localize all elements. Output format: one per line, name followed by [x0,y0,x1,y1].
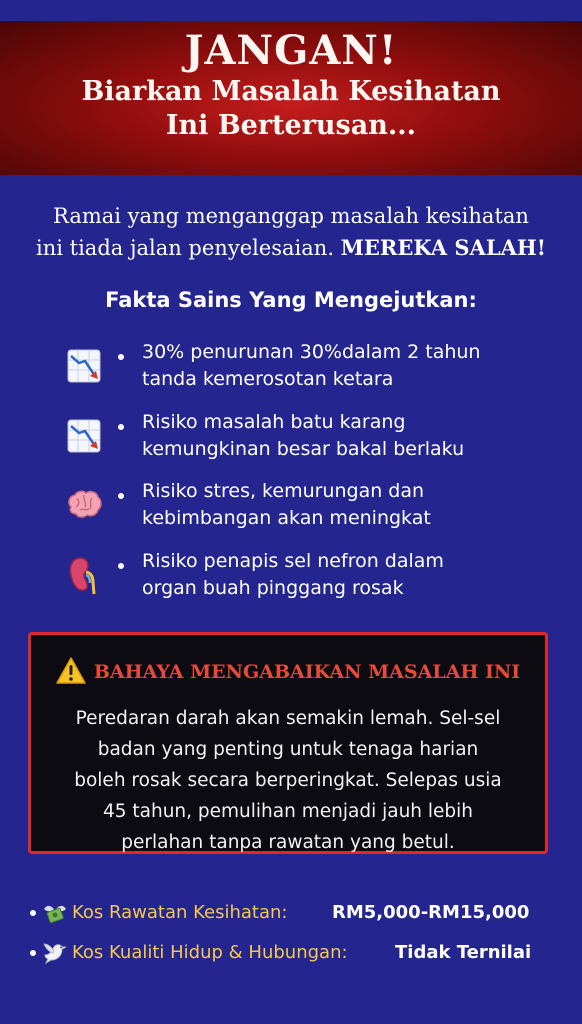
fact-line1: 30% penurunan 30%dalam 2 tahun [142,341,481,363]
fact-line1: Risiko stres, kemurungan dan [142,480,425,502]
bullet [30,950,36,956]
kidney-icon [62,553,106,597]
fact-line2: kemungkinan besar bakal berlaku [142,438,465,460]
fact-line2: kebimbangan akan meningkat [142,507,431,529]
fact-item [62,411,562,474]
bullet [118,493,124,499]
intro-text [20,200,562,264]
warning-line: boleh rosak secara berperingkat. Selepas usia [74,770,502,791]
cost-value: RM5,000-RM15,000 [332,902,530,923]
banner-subtitle-line2: Ini Berterusan... [165,110,417,141]
cost-value: Tidak Ternilai [395,942,532,963]
warning-line: perlahan tanpa rawatan yang betul. [121,832,455,853]
bullet [30,910,36,916]
brain-icon [62,483,106,527]
banner-subtitle-line1: Biarkan Masalah Kesihatan [81,76,501,107]
fact-item [62,480,562,543]
warning-box [28,632,548,854]
warning-icon [56,657,86,689]
warning-line: badan yang penting untuk tenaga harian [97,739,479,760]
intro-line2-plain: ini tiada jalan penyelesaian. [36,236,341,260]
warning-heading-text: BAHAYA MENGABAIKAN MASALAH INI [93,661,521,683]
fact-line1: Risiko penapis sel nefron dalam [142,550,444,572]
dove-icon [42,941,68,965]
intro-line1: Ramai yang menganggap masalah kesihatan [53,204,529,228]
cost-row [30,898,560,928]
warning-line: Peredaran darah akan semakin lemah. Sel-sel [75,708,501,729]
chart-decreasing-icon [62,344,106,388]
fact-item [62,341,562,404]
cost-row [30,938,560,968]
bullet [118,354,124,360]
warning-line: 45 tahun, pemulihan menjadi jauh lebih [102,801,474,822]
money-with-wings-icon [42,901,68,925]
fact-line1: Risiko masalah batu karang [142,411,406,433]
bullet [118,563,124,569]
warning-body [51,703,525,858]
cost-label: Kos Rawatan Kesihatan: [72,902,288,923]
chart-decreasing-icon [62,414,106,458]
cost-label: Kos Kualiti Hidup & Hubungan: [72,942,348,963]
fact-item [62,550,562,613]
intro-line2 [20,232,562,264]
bullet [118,424,124,430]
facts-title: Fakta Sains Yang Mengejutkan: [105,288,477,312]
hero-banner [0,21,582,175]
warning-heading [31,657,545,689]
fact-line2: tanda kemerosotan ketara [142,368,394,390]
banner-title: JANGAN! [184,27,398,74]
fact-line2: organ buah pinggang rosak [142,577,404,599]
intro-line2-bold: MEREKA SALAH! [340,235,546,260]
